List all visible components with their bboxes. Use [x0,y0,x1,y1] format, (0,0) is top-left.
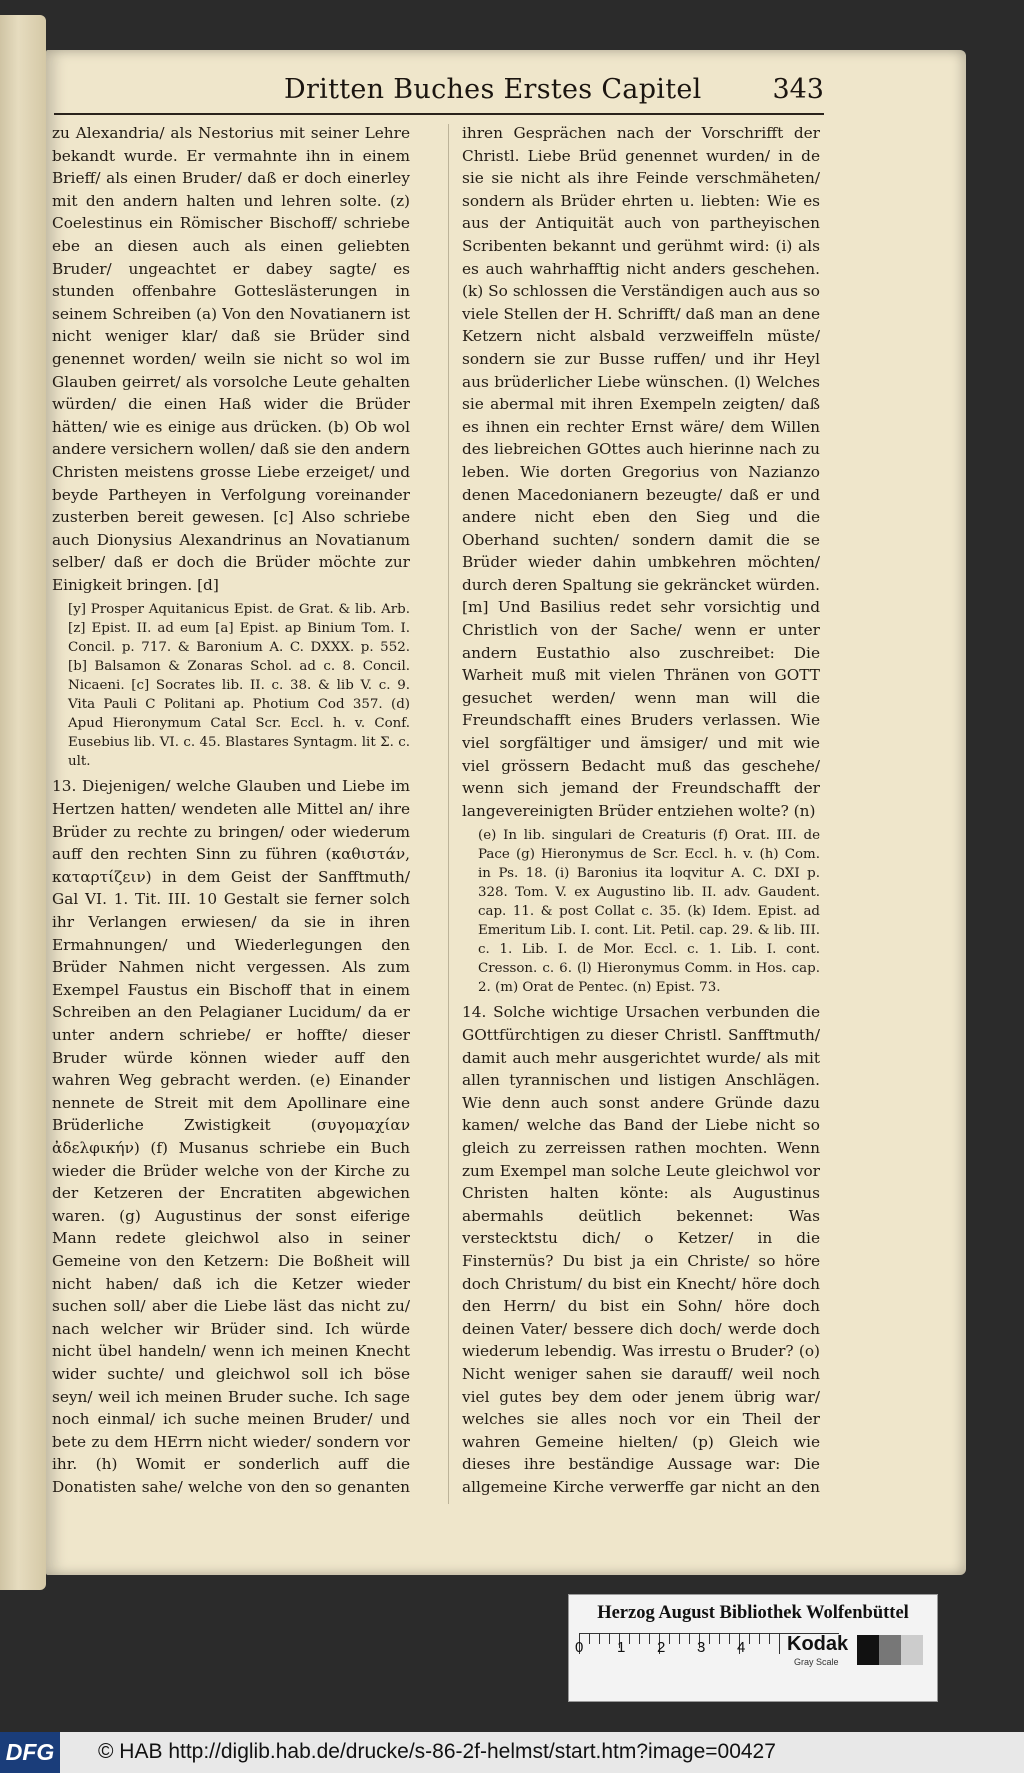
running-title: Dritten Buches Erstes Capitel [284,74,702,105]
scale-number: 4 [737,1639,746,1656]
left-footnotes: [y] Prosper Aquitanicus Epist. de Grat. & lib. Arb. [z] Epist. II. ad eum [a] Epist. ap Binium Tom. I. Concil. p. 717. & Baronium A. C. DXXX. p. 552. [b] Balsamon & Zonaras Schol. ad c. 8. Concil. Nicaeni. [c] Socrates lib. II. c. 38. & lib V. c. 9. Vita Pauli C Politani ap. Photium Cod 357. (d) Apud Hieronymum Catal Scr. Eccl. h. v. Conf. Eusebius lib. VI. c. 45. Blastares Syntagm. lit Σ. c. ult. [68,602,410,770]
gray-swatch-black [857,1635,879,1665]
right-paragraph-13-cont: ihren Gesprächen nach der Vorschrifft der Christl. Liebe Brüd genennet wurden/ in de sie sie nicht als ihre Feinde verschmäheten/ sondern als Brüder ehrten u. liebten: Wie es aus der Antiquität auch von partheyischen Scribenten bekannt und gerühmt wird: (i) als es auch wahrhafftig nicht anders geschehen. (k) So schlossen die Verständigen auch aus so viele Stellen der H. Schrifft/ daß man an dene Ketzern nicht alsbald verzweiffeln müste/ sondern sie zur Busse ruffen/ und ihr Heyl aus brüderlicher Liebe wünschen. (l) Welches sie abermal mit ihren Exempeln zeigten/ daß es ihnen ein rechter Ernst wäre/ dem Willen des liebreichen GOttes auch hierinne nach zu leben. Wie dorten Gregorius von Nazianzo denen Macedonianern bezeugte/ daß er und andere nicht eben den Sieg und die Oberhand suchten/ sondern damit die se Brüder wieder dahin umbkehren möchten/ durch deren Spaltung sie gekräncket würden. [m] Und Basilius redet sehr vorsichtig und Christlich von der Sache/ wenn er unter andern Eustathio also zuschreibet: Die Warheit muß mit vielen Thränen von GOTT gesuchet werden/ wenn man will die Freundschafft eines Bruders verlassen. Wie viel sorgfältiger und ämsiger/ und mit wie viel grössern Bedacht muß das geschehe/ wenn sich jemand der Freundschafft der langevereinigten Brüder entziehen wolte? (n) [462,124,820,820]
gray-swatch-light [901,1635,923,1665]
gray-scale-label: Gray Scale [794,1657,839,1667]
left-column [52,122,410,1502]
right-column [462,122,820,1502]
adjacent-page-edge [0,15,46,1590]
left-paragraph-12: zu Alexandria/ als Nestorius mit seiner Lehre bekandt wurde. Er vermahnte ihn in einem Brieff/ als einen Bruder/ daß er doch einerley mit den andern halten und lehren solte. (z) Coelestinus ein Römischer Bischoff/ schriebe ebe an diesen auch als einen geliebten Bruder/ ungeachtet er dabey sagte/ es stunden offenbahre Gotteslästerungen in seinem Schreiben (a) Von den Novatianern ist nicht weniger klar/ daß sie Brüder sind genennet worden/ weiln sie nicht so wol im Glauben geirret/ als vorsolche Leute gehalten würden/ die einen Haß wider die Brüder hätten/ wie es einige aus drücken. (b) Ob wol andere versichern wollen/ daß sie den andern Christen meistens grosse Liebe erzeiget/ und beyde Partheyen in Verfolgung voreinander zusterben bereit gewesen. [c] Also schriebe auch Dionysius Alexandrinus an Novatianum selber/ daß er doch die Brüder möchte zur Einigkeit bringen. [d] [52,124,410,594]
scale-number: 2 [657,1639,666,1656]
left-paragraph-13: 13. Diejenigen/ welche Glauben und Liebe im Hertzen hatten/ wendeten alle Mittel an/ ihre Brüder zu rechte zu bringen/ oder wiederum auff den rechten Sinn zu führen (καθιστάν, καταρτίζειν) in dem Geist der Sanfftmuth/ Gal VI. 1. Tit. III. 10 Gestalt sie ferner solch ihr Verlangen erwiesen/ da sie in ihren Ermahnungen/ und Wiederlegungen den Brüder Nahmen nicht vergessen. Als zum Exempel Faustus ein Bischoff that in einem Schreiben an den Pelagianer Lucidum/ da er unter andern schriebe/ er hoffte/ dieser Bruder würde können wieder auff den wahren Weg gebracht werden. (e) Einander nennete de Streit mit dem Apollinare eine Brüderliche Zwistigkeit (συγομαχίαν ἀδελφικήν) (f) Musanus schriebe ein Buch wieder die Brüder welche von der Kirche zu der Ketzeren der Encratiten abgewichen waren. (g) Augustinus der sonst eiferige Mann redete gleichwol also in seiner Gemeine von den Ketzern: Die Boßheit will nicht haben/ daß ich die Ketzer wieder suchen soll/ aber die Liebe läst das nicht zu/ nach welcher wir Brüder sind. Ich würde nicht übel handeln/ wenn ich meinen Knecht wider suchte/ und gleichwol soll ich böse seyn/ weil ich meinen Bruder suche. Ich sage noch einmal/ ich suche meinen Bruder/ und bete zu dem HErrn nicht wieder/ sondern vor ihr. (h) Womit er sonderlich auff die Donatisten sahe/ welche von den so genanten [52,777,410,1496]
scale-number: 1 [617,1639,626,1656]
footer-bar [0,1732,1024,1773]
right-paragraph-14: 14. Solche wichtige Ursachen verbunden die GOttfürchtigen zu dieser Christl. Sanfftmuth/ damit auch mehr ausgerichtet wurde/ als mit allen tyrannischen und listigen Anschlägen. Wie denn auch sonst andere Gründe dazu kamen/ welche das Band der Liebe nicht so gleich zu zerreissen rathen mochten. Wenn zum Exempel man solche Leute gleichwol vor Christen halten könte: als Augustinus abermahls deütlich bekennet: Was verstecktstu dich/ o Ketzer/ in die Finsternüs? Du bist ja ein Christe/ so höre doch Christum/ du bist ein Knecht/ höre doch den Herrn/ du bist ein Sohn/ höre doch deinen Vater/ bessere dich doch/ werde doch wiederum lebendig. Was irrestu o Bruder? (o) Nicht weniger sahen sie darauff/ weil noch viel gutes bey dem oder jenem übrig war/ welches sie alles noch vor ein Theil der wahren Gemeine hielten/ (p) Gleich wie dieses ihre beständige Aussage war: Die allgemeine Kirche verwerffe gar nicht an den [462,1003,820,1496]
column-divider [448,124,449,1504]
head-rule [54,113,824,115]
library-name: Herzog August Bibliothek Wolfenbüttel [597,1603,909,1623]
scale-number: 0 [575,1639,584,1656]
footer-source-link[interactable]: © HAB http://diglib.hab.de/drucke/s-86-2f-helmst/start.htm?image=00427 [98,1740,776,1763]
scale-number: 3 [697,1639,706,1656]
right-footnotes: (e) In lib. singulari de Creaturis (f) Orat. III. de Pace (g) Hieronymus de Scr. Eccl. h. v. (h) Com. in Ps. 18. (i) Baronius ita loqvitur A. C. DXI p. 328. Tom. V. ex Augustino lib. II. adv. Gaudent. cap. 11. & post Collat c. 35. (k) Idem. Epist. ad Emeritum Lib. I. cont. Lit. Petil. cap. 29. & lib. III. c. 1. Lib. I. de Mor. Eccl. c. 1. Lib. I. cont. Cresson. c. 6. (l) Hieronymus Comm. in Hos. cap. 2. (m) Orat de Pentec. (n) Epist. 73. [478,828,820,996]
running-head [54,72,824,108]
dfg-logo: DFG [0,1732,60,1773]
color-calibration-card [568,1594,938,1702]
page-number: 343 [772,74,824,105]
gray-swatch-mid [879,1635,901,1665]
kodak-logo: Kodak [787,1633,849,1655]
